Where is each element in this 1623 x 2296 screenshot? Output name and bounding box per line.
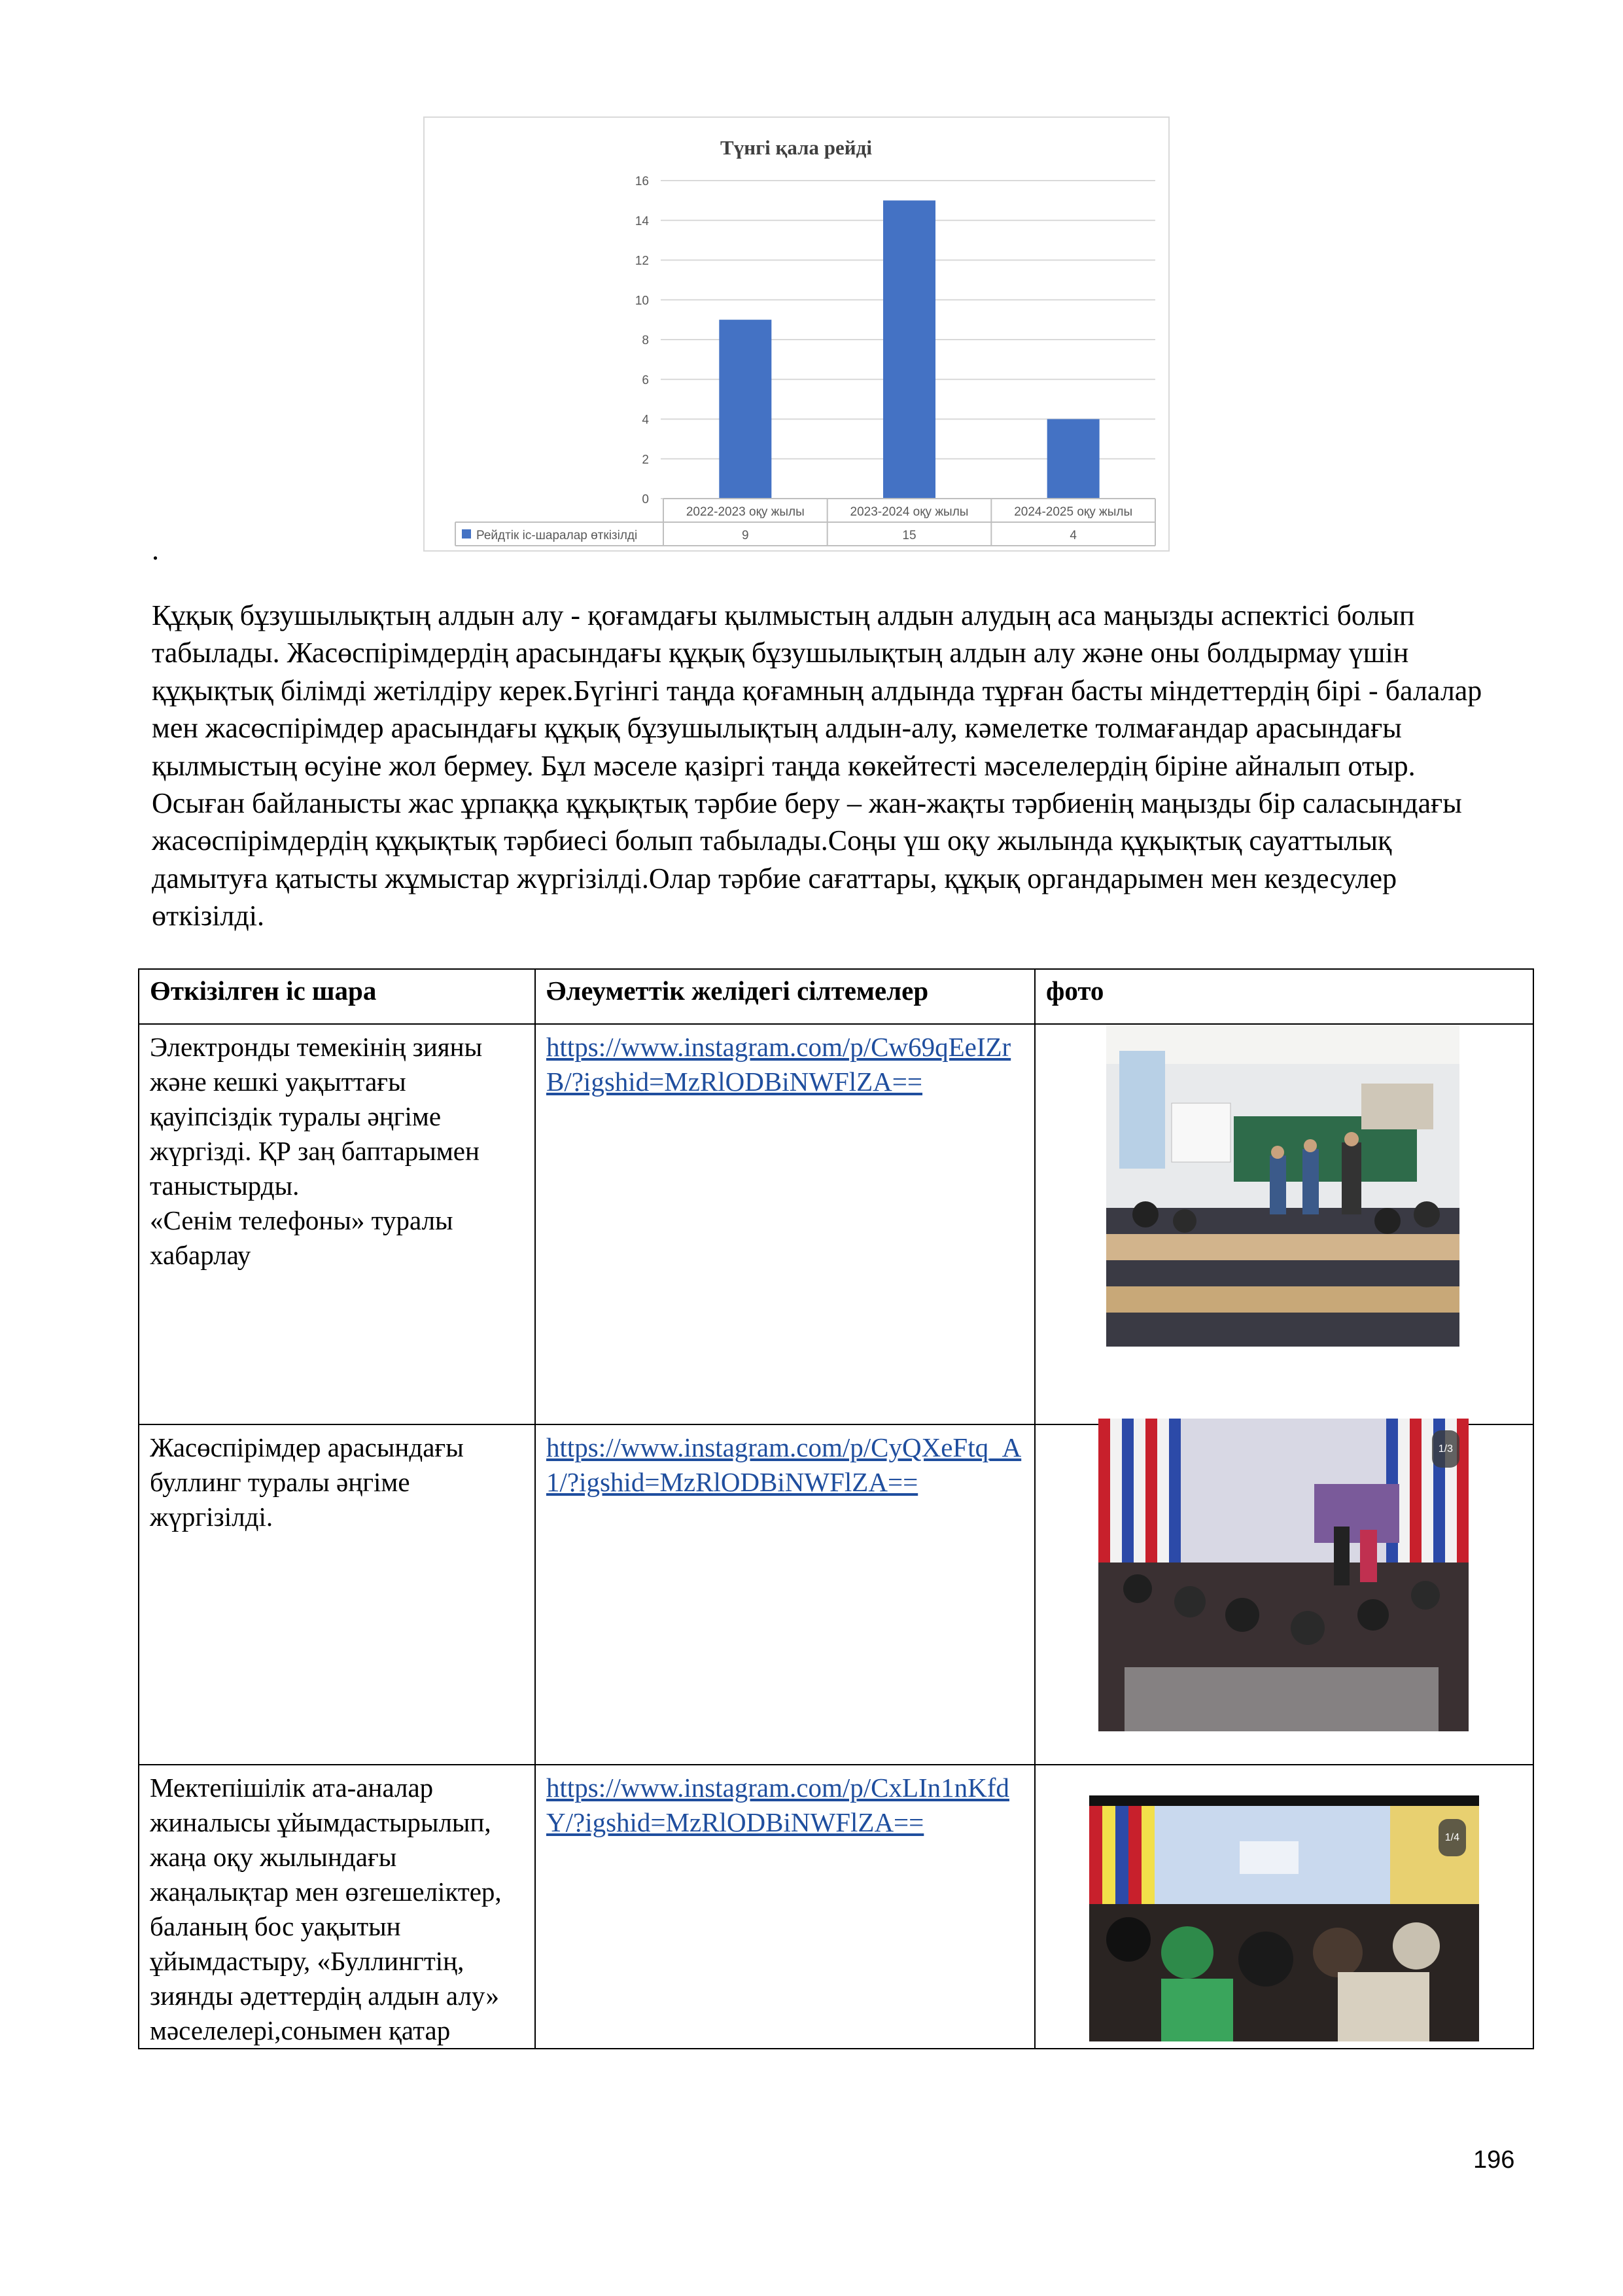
photo-page-badge: 1/4	[1439, 1819, 1466, 1856]
x-category-label: 2022-2023 оқу жылы	[686, 505, 805, 519]
photo-cell	[1035, 1424, 1533, 1765]
header-links: Әлеуметтік желідегі сілтемелер	[535, 969, 1035, 1024]
link-cell	[535, 1424, 1035, 1765]
stray-dot: .	[152, 534, 159, 566]
table-row	[139, 1024, 1533, 1424]
chart-canvas	[425, 118, 1168, 550]
instagram-link[interactable]: https://www.instagram.com/p/Cw69qEeIZrB/?igshid=MzRlODBiNWFlZA==	[546, 1032, 1011, 1097]
y-tick-label: 6	[642, 373, 649, 387]
instagram-link[interactable]: https://www.instagram.com/p/CxLIn1nKfdY/?igshid=MzRlODBiNWFlZA==	[546, 1773, 1009, 1837]
y-tick-label: 0	[642, 493, 649, 506]
legend-key	[462, 529, 471, 539]
link-cell	[535, 1765, 1035, 2049]
data-value-label: 9	[742, 529, 749, 542]
header-photo: фото	[1035, 969, 1533, 1024]
y-tick-label: 2	[642, 453, 649, 467]
event-description: Мектепішілік ата-аналар жиналысы ұйымдастырылып, жаңа оқу жылындағы жаңалықтар мен өзгешеліктер, баланың бос уақытын ұйымдастыру, «Буллингтің, зиянды әдеттердің алдын алу» мәселелері,сонымен қатар	[139, 1765, 535, 2049]
y-tick-label: 12	[635, 254, 649, 268]
series-name-label: Рейдтік іс-шаралар өткізілді	[476, 529, 638, 542]
body-paragraph: Құқық бұзушылықтың алдын алу - қоғамдағы қылмыстың алдын алудың аса маңызды аспектісі болып табылады. Жасөспірімдердің арасындағы құқық бұзушылықтың алдын алу және оны болдырмау үшін құқықтық білімді жетілдіру керек.Бүгінгі таңда қоғамның алдында тұрған басты міндеттердің бірі - балалар мен жасөспірімдер арасындағы құқық бұзушылықтың алдын-алу, кәмелетке толмағандар арасындағы қылмыстың өсуіне жол бермеу. Бұл мәселе қазіргі таңда көкейтесті мәселелердің біріне айналып отыр. Осыған байланысты жас ұрпаққа құқықтық тәрбие беру – жан-жақты тәрбиенің маңызды бір саласындағы жасөспірімдердің құқықтық тәрбиесі болып табылады.Соңы үш оқу жылында құқықтық сауаттылық дамытуға қатысты жұмыстар жүргізілді.Олар тәрбие сағаттары, құқық органдарымен мен кездесулер өткізілді.	[152, 599, 1482, 932]
header-event: Өткізілген іс шара	[139, 969, 535, 1024]
bar	[719, 320, 771, 499]
link-cell	[535, 1024, 1035, 1424]
data-value-label: 15	[902, 529, 916, 542]
chart-data-table	[455, 499, 1155, 546]
chart-bars	[719, 200, 1099, 499]
event-photo-parents-meeting	[1089, 1795, 1479, 2041]
data-value-label: 4	[1070, 529, 1077, 542]
photo-cell	[1035, 1024, 1533, 1424]
table-header-row	[139, 969, 1533, 1024]
bar-chart	[423, 116, 1170, 552]
event-description: Жасөспірімдер арасындағы буллинг туралы әңгіме жүргізілді.	[139, 1424, 535, 1765]
bar	[883, 200, 935, 499]
y-tick-label: 10	[635, 294, 649, 308]
bar	[1047, 419, 1100, 499]
chart-title: Түнгі қала рейді	[720, 136, 872, 159]
y-axis-ticks	[635, 175, 650, 506]
events-table	[138, 968, 1534, 2049]
y-tick-label: 16	[635, 175, 649, 188]
y-tick-label: 4	[642, 413, 649, 427]
photo-cell	[1035, 1765, 1533, 2049]
event-photo-classroom	[1106, 1025, 1459, 1347]
table-row	[139, 1765, 1533, 2049]
page-number: 196	[1473, 2146, 1515, 2174]
instagram-link[interactable]: https://www.instagram.com/p/CyQXeFtq_A1/?igshid=MzRlODBiNWFlZA==	[546, 1432, 1022, 1497]
table-row	[139, 1424, 1533, 1765]
event-photo-assembly-hall	[1098, 1419, 1469, 1731]
event-description: Электронды темекінің зияны және кешкі уақыттағы қауіпсіздік туралы әңгіме жүргізді. ҚР заң баптарымен таныстырды. «Сенім телефоны» туралы хабарлау	[139, 1024, 535, 1424]
x-category-label: 2024-2025 оқу жылы	[1014, 505, 1133, 519]
y-tick-label: 14	[635, 214, 649, 228]
x-category-label: 2023-2024 оқу жылы	[850, 505, 969, 519]
y-tick-label: 8	[642, 334, 649, 347]
photo-page-badge: 1/3	[1432, 1430, 1459, 1468]
